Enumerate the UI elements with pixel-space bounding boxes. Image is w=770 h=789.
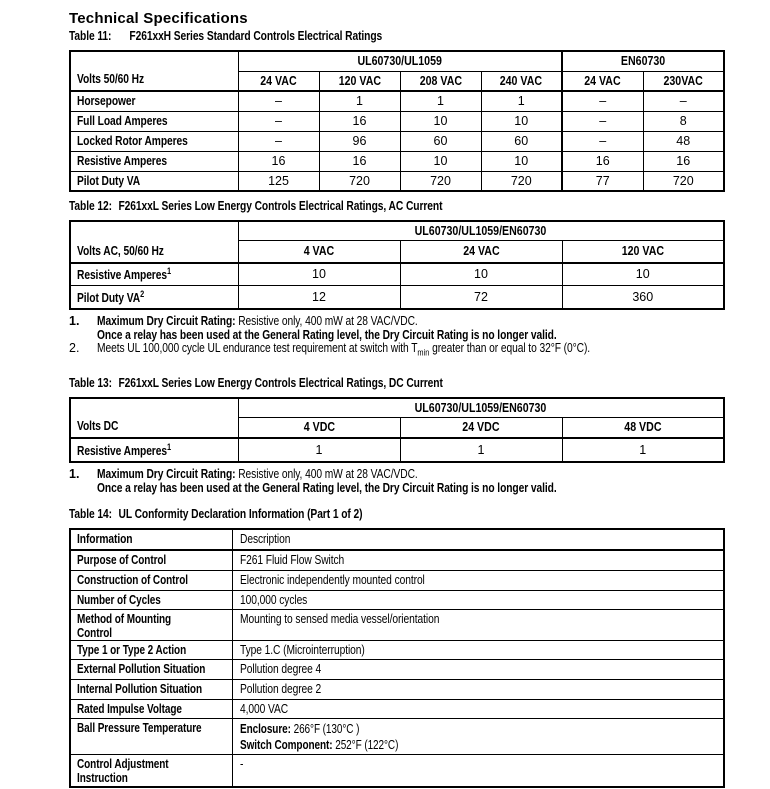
description-line — [240, 737, 627, 753]
table-14 — [69, 528, 725, 788]
value-cell: 16 — [643, 151, 724, 171]
footnote — [69, 342, 723, 360]
group-header — [562, 51, 724, 71]
footnote — [69, 468, 723, 495]
table-number: Table 13: — [69, 376, 112, 390]
caption-text — [69, 377, 443, 390]
value-cell: 16 — [562, 151, 643, 171]
column-header-text: 48 VDC — [624, 420, 662, 435]
description-cell — [232, 609, 724, 640]
table-12 — [69, 220, 725, 310]
group-header-row — [70, 51, 724, 71]
caption-text — [69, 508, 362, 521]
column-header-text: Description — [239, 532, 290, 546]
table14-caption — [69, 508, 723, 521]
row-label-main: Resistive Amperes — [77, 268, 167, 283]
column-header-text: 120 VAC — [338, 73, 381, 88]
footnote-text: Once a relay has been used at the General Rating level, the Dry Circuit Rating is no longer valid. — [97, 480, 557, 495]
row-label-text: Locked Rotor Amperes — [77, 134, 188, 148]
value-cell: 720 — [319, 171, 400, 191]
footnote-body — [97, 315, 658, 342]
group-header-text: UL60730/UL1059/EN60730 — [414, 400, 547, 415]
value-cell: 10 — [481, 151, 562, 171]
row-label-text — [77, 266, 171, 282]
row-label-text: Number of Cycles — [77, 592, 161, 607]
value-cell: 16 — [319, 111, 400, 131]
value-cell: – — [238, 91, 319, 111]
row-label — [70, 550, 232, 570]
value-cell: 1 — [481, 91, 562, 111]
row-label — [70, 699, 232, 718]
table-row — [70, 570, 724, 590]
description-cell — [232, 699, 724, 718]
table-row — [70, 151, 724, 171]
row-label-text: External Pollution Situation — [77, 661, 206, 676]
value-cell: 720 — [643, 171, 724, 191]
table-row — [70, 590, 724, 609]
description-rest: 266°F (130°C ) — [290, 721, 359, 736]
corner-header-text: Volts AC, 50/60 Hz — [77, 244, 164, 258]
table13-footnotes — [69, 468, 723, 495]
caption-text — [69, 30, 382, 43]
table-row — [70, 679, 724, 699]
value-cell: 1 — [319, 91, 400, 111]
group-header-row — [70, 221, 724, 240]
description-cell — [232, 640, 724, 659]
table-row — [70, 131, 724, 151]
corner-header — [70, 51, 238, 91]
column-header-text: 4 VDC — [303, 420, 335, 435]
column-header-text: 24 VAC — [462, 244, 500, 259]
table12-caption — [69, 200, 723, 213]
corner-header — [70, 221, 238, 263]
footnote-pre: Meets UL 100,000 cycle UL endurance test requirement at switch with T — [97, 341, 418, 355]
corner-header-text: Volts 50/60 Hz — [77, 72, 145, 86]
footnote-number: 2. — [69, 341, 80, 355]
column-header — [562, 240, 724, 263]
value-cell: 16 — [238, 151, 319, 171]
row-label — [70, 171, 238, 191]
row-label-text: Purpose of Control — [77, 553, 167, 567]
row-label-text — [77, 442, 171, 458]
footnote-line — [97, 315, 658, 329]
value-cell: – — [562, 111, 643, 131]
column-header-text: Information — [77, 532, 133, 546]
table-row — [70, 550, 724, 570]
description-cell — [232, 679, 724, 699]
group-header-text: UL60730/UL1059/EN60730 — [414, 223, 547, 238]
description-text: 100,000 cycles — [239, 592, 307, 607]
description-cell — [232, 718, 724, 754]
subscript-min: min — [417, 347, 430, 358]
table-13 — [69, 397, 725, 463]
description-bold-lead: Switch Component: — [239, 737, 333, 752]
column-header — [400, 71, 481, 91]
row-label — [70, 754, 232, 787]
value-cell: 1 — [562, 438, 724, 462]
value-cell: – — [238, 131, 319, 151]
value-cell: 16 — [319, 151, 400, 171]
value-cell: 60 — [481, 131, 562, 151]
value-cell: 12 — [238, 285, 400, 309]
value-cell: 1 — [238, 438, 400, 462]
row-label-text: Pilot Duty VA — [77, 173, 141, 188]
footnote-line — [97, 342, 698, 360]
footnote-bold-lead: Maximum Dry Circuit Rating: — [97, 467, 236, 481]
description-cell — [232, 659, 724, 679]
footnote-line — [97, 468, 658, 482]
table-number: Table 14: — [69, 507, 112, 521]
table-row — [70, 609, 724, 640]
footnote-line — [97, 482, 658, 496]
column-header-text: 240 VAC — [500, 73, 543, 88]
row-label-text: Full Load Amperes — [77, 114, 168, 128]
description-text: - — [239, 756, 243, 771]
value-cell: – — [238, 111, 319, 131]
footnote-line — [97, 329, 658, 343]
value-cell: 10 — [400, 263, 562, 285]
row-label-text: Type 1 or Type 2 Action — [77, 642, 187, 657]
row-label-text: Control — [77, 625, 112, 640]
value-cell: 125 — [238, 171, 319, 191]
column-header — [238, 417, 400, 438]
value-cell: 1 — [400, 438, 562, 462]
value-cell: 8 — [643, 111, 724, 131]
corner-header — [70, 398, 238, 438]
footnote-number: 1. — [69, 314, 80, 328]
table-11 — [69, 50, 725, 192]
column-header-text: 4 VAC — [303, 244, 335, 259]
value-cell: 720 — [481, 171, 562, 191]
value-cell: 72 — [400, 285, 562, 309]
table-row — [70, 640, 724, 659]
column-header — [562, 71, 643, 91]
row-label — [70, 609, 232, 640]
table-row — [70, 699, 724, 718]
group-header — [238, 221, 724, 240]
description-text: Mounting to sensed media vessel/orientation — [239, 611, 439, 626]
description-line — [240, 721, 627, 737]
footnote-post: greater than or equal to 32°F (0°C). — [429, 341, 591, 355]
footnote-rest: Resistive only, 400 mW at 28 VAC/VDC. — [235, 467, 418, 481]
value-cell: – — [562, 131, 643, 151]
row-label — [70, 111, 238, 131]
row-label-main: Pilot Duty VA — [77, 290, 141, 305]
table-title-text: F261xxL Series Low Energy Controls Electrical Ratings, AC Current — [118, 199, 443, 213]
table11-caption — [69, 30, 723, 43]
description-bold-lead: Enclosure: — [239, 721, 291, 736]
column-header — [319, 71, 400, 91]
footnote — [69, 315, 723, 342]
footnote-text — [97, 468, 418, 482]
footnote-bold-lead: Maximum Dry Circuit Rating: — [97, 314, 236, 328]
value-cell: 96 — [319, 131, 400, 151]
row-label-text: Construction of Control — [77, 572, 188, 587]
table-row — [70, 285, 724, 309]
row-label-text: Internal Pollution Situation — [77, 681, 202, 696]
row-label — [70, 718, 232, 754]
table-row — [70, 438, 724, 462]
row-label-text: Resistive Amperes — [77, 154, 167, 168]
column-header-text: 230VAC — [663, 73, 703, 88]
table-number: Table 12: — [69, 199, 112, 213]
row-label-main: Resistive Amperes — [77, 444, 167, 459]
row-label-text: Horsepower — [77, 94, 136, 109]
row-label-text: Instruction — [77, 770, 128, 785]
footnote-text: Once a relay has been used at the General Rating level, the Dry Circuit Rating is no longer valid. — [97, 327, 557, 342]
row-label — [70, 263, 238, 285]
description-text: Type 1.C (Microinterruption) — [239, 642, 365, 657]
footnote-marker: 2 — [140, 288, 145, 299]
group-header — [238, 398, 724, 417]
row-label — [70, 285, 238, 309]
row-label — [70, 131, 238, 151]
value-cell: 10 — [562, 263, 724, 285]
column-header-text: 208 VAC — [419, 73, 462, 88]
row-label — [70, 151, 238, 171]
row-label — [70, 570, 232, 590]
description-text: Pollution degree 2 — [239, 681, 321, 696]
row-label — [70, 679, 232, 699]
footnote-marker: 1 — [166, 441, 172, 452]
footnote-rest: Resistive only, 400 mW at 28 VAC/VDC. — [235, 314, 418, 328]
column-header — [643, 71, 724, 91]
description-rest: 252°F (122°C) — [332, 737, 398, 752]
group-header-text: EN60730 — [620, 54, 666, 69]
value-cell: 1 — [400, 91, 481, 111]
value-cell: 77 — [562, 171, 643, 191]
value-cell: 10 — [400, 151, 481, 171]
column-header — [400, 417, 562, 438]
column-header-text: 120 VAC — [621, 244, 664, 259]
column-header — [400, 240, 562, 263]
description-cell — [232, 590, 724, 609]
description-cell — [232, 550, 724, 570]
footnote-body — [97, 468, 658, 495]
table-title-text: F261xxL Series Low Energy Controls Electrical Ratings, DC Current — [118, 376, 443, 390]
value-cell: 720 — [400, 171, 481, 191]
row-label — [70, 590, 232, 609]
table-title-text: UL Conformity Declaration Information (Part 1 of 2) — [118, 507, 363, 521]
row-label-text: Control Adjustment — [77, 756, 169, 771]
table13-caption — [69, 377, 723, 390]
value-cell: – — [562, 91, 643, 111]
column-header-text: 24 VAC — [260, 73, 297, 88]
group-header — [238, 51, 562, 71]
value-cell: 10 — [481, 111, 562, 131]
column-header — [232, 529, 724, 550]
footnote-marker: 1 — [166, 266, 172, 277]
column-header-row — [70, 529, 724, 550]
table-row — [70, 263, 724, 285]
table-row — [70, 754, 724, 787]
footnote-text — [97, 342, 590, 360]
footnote-body — [97, 342, 698, 360]
description-text: 4,000 VAC — [239, 701, 288, 716]
value-cell: – — [643, 91, 724, 111]
column-header-text: 24 VAC — [584, 73, 621, 88]
group-header-text: UL60730/UL1059 — [357, 54, 442, 69]
value-cell: 10 — [400, 111, 481, 131]
description-cell — [232, 754, 724, 787]
value-cell: 60 — [400, 131, 481, 151]
table-number: Table 11: — [69, 29, 112, 43]
table12-footnotes — [69, 315, 723, 360]
column-header-text: 24 VDC — [462, 420, 500, 435]
value-cell: 48 — [643, 131, 724, 151]
table-row — [70, 171, 724, 191]
row-label-text: Ball Pressure Temperature — [77, 720, 202, 735]
description-text: F261 Fluid Flow Switch — [239, 553, 344, 567]
column-header — [562, 417, 724, 438]
footnote-number: 1. — [69, 467, 80, 481]
page-title: Technical Specifications — [69, 10, 248, 27]
value-cell: 10 — [238, 263, 400, 285]
row-label-text: Rated Impulse Voltage — [77, 701, 182, 716]
row-label-text — [77, 289, 144, 305]
value-cell: 360 — [562, 285, 724, 309]
column-header — [70, 529, 232, 550]
table-row — [70, 659, 724, 679]
table-row — [70, 111, 724, 131]
row-label — [70, 659, 232, 679]
column-header — [238, 71, 319, 91]
description-text: Electronic independently mounted control — [239, 572, 425, 587]
caption-text — [69, 200, 442, 213]
corner-header-text: Volts DC — [77, 419, 119, 433]
row-label — [70, 91, 238, 111]
row-label-text: Method of Mounting — [77, 611, 172, 626]
table-row — [70, 718, 724, 754]
description-cell — [232, 570, 724, 590]
row-label — [70, 438, 238, 462]
group-header-row — [70, 398, 724, 417]
row-label — [70, 640, 232, 659]
table-row — [70, 91, 724, 111]
column-header — [481, 71, 562, 91]
table-title-text: F261xxH Series Standard Controls Electrical Ratings — [129, 29, 383, 43]
column-header — [238, 240, 400, 263]
description-text: Pollution degree 4 — [239, 661, 321, 676]
footnote-text — [97, 315, 418, 329]
